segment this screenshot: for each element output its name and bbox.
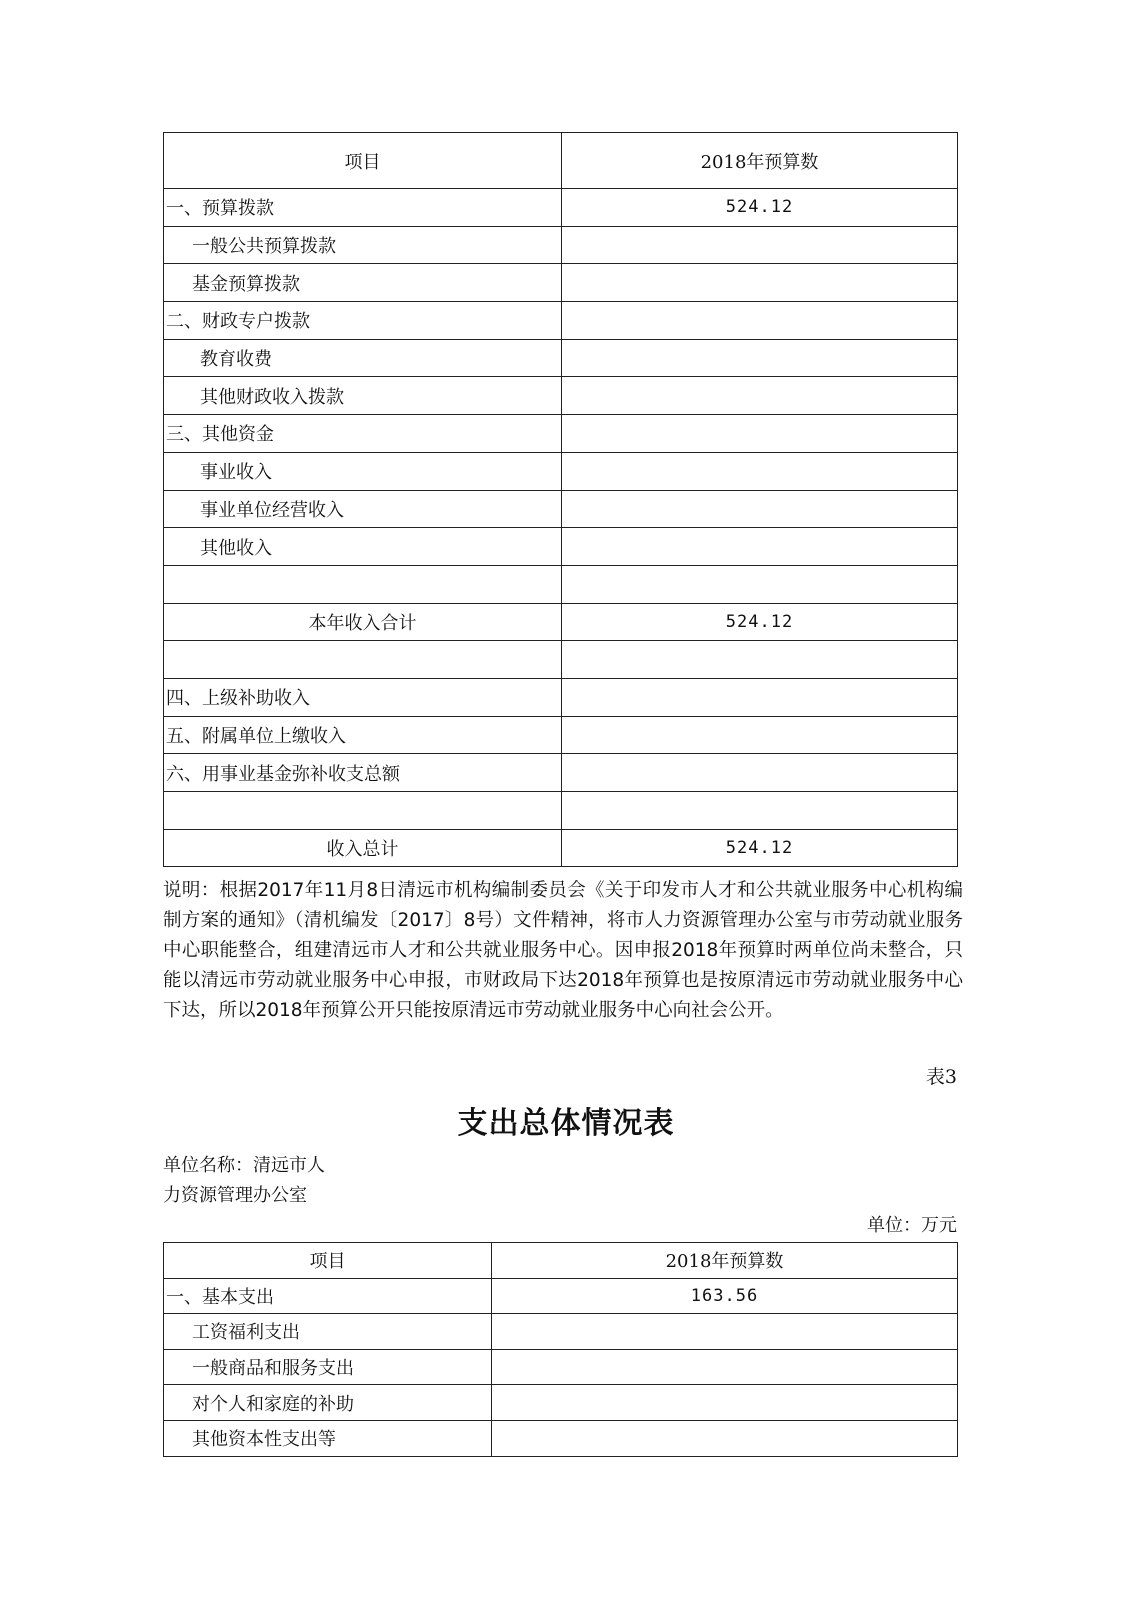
income-table-row-label: 收入总计	[164, 829, 562, 867]
income-table-row-label: 四、上级补助收入	[164, 678, 562, 716]
page-title: 支出总体情况表	[457, 1106, 675, 1141]
income-table-row-value	[562, 452, 958, 490]
income-table-row-label: 其他收入	[164, 528, 562, 566]
income-table-row	[164, 603, 958, 641]
income-table-row-value	[562, 678, 958, 716]
income-table-row-label	[164, 565, 562, 603]
explanation-note: 说明：根据2017年11月8日清远市机构编制委员会《关于印发市人才和公共就业服务中心机构编制方案的通知》（清机编发〔2017〕8号）文件精神，将市人力资源管理办公室与市劳动就业服务中心职能整合，组建清远市人才和公共就业服务中心。因申报2018年预算时两单位尚未整合，只能以清远市劳动就业服务中心申报，市财政局下达2018年预算也是按原清远市劳动就业服务中心下达，所以2018年预算公开只能按原清远市劳动就业服务中心向社会公开。	[163, 880, 963, 1021]
income-table-row	[164, 302, 958, 340]
income-table-body	[164, 133, 958, 867]
unit-name: 单位名称：清远市人力资源管理办公室	[163, 1155, 325, 1206]
income-table-row-value: 524.12	[562, 603, 958, 641]
income-table-row-value	[562, 528, 958, 566]
income-table-row-value	[562, 377, 958, 415]
income-table-row-label: 三、其他资金	[164, 415, 562, 453]
income-table-row-label: 六、用事业基金弥补收支总额	[164, 754, 562, 792]
income-table-row-value: 524.12	[562, 829, 958, 867]
income-header-item: 项目	[164, 133, 562, 189]
income-table-row-value	[562, 264, 958, 302]
income-table-row	[164, 490, 958, 528]
income-table-row	[164, 415, 958, 453]
income-table-row	[164, 829, 958, 867]
income-table-row	[164, 226, 958, 264]
income-table-row-value	[562, 792, 958, 830]
expenditure-table-row-value	[492, 1420, 958, 1456]
expenditure-table-row-label: 对个人和家庭的补助	[164, 1385, 492, 1421]
income-table-row-label: 事业收入	[164, 452, 562, 490]
income-table-row-label: 本年收入合计	[164, 603, 562, 641]
expenditure-header-value: 2018年预算数	[492, 1243, 958, 1279]
income-table-row-value	[562, 302, 958, 340]
expenditure-table-row-label: 其他资本性支出等	[164, 1420, 492, 1456]
income-table-row-value	[562, 641, 958, 679]
income-table-row	[164, 641, 958, 679]
income-table-row-label: 五、附属单位上缴收入	[164, 716, 562, 754]
income-table-row-label: 二、财政专户拨款	[164, 302, 562, 340]
expenditure-table-row	[164, 1278, 958, 1314]
expenditure-table-row-value	[492, 1314, 958, 1350]
expenditure-header-item: 项目	[164, 1243, 492, 1279]
income-table-row-value	[562, 754, 958, 792]
income-table-row	[164, 377, 958, 415]
expenditure-table-row-value	[492, 1385, 958, 1421]
income-table-row	[164, 754, 958, 792]
expenditure-table-row-value	[492, 1349, 958, 1385]
expenditure-table-header-row	[164, 1243, 958, 1279]
income-table-row-value: 524.12	[562, 189, 958, 227]
expenditure-table-row	[164, 1314, 958, 1350]
income-table-row-label	[164, 641, 562, 679]
income-table-row-label: 基金预算拨款	[164, 264, 562, 302]
income-table-row	[164, 189, 958, 227]
income-table-row	[164, 264, 958, 302]
income-table-row	[164, 528, 958, 566]
income-table-row-label: 一般公共预算拨款	[164, 226, 562, 264]
expenditure-table-row	[164, 1420, 958, 1456]
income-table-row-value	[562, 415, 958, 453]
income-table-row-value	[562, 490, 958, 528]
income-table-row-value	[562, 716, 958, 754]
expenditure-table-row-label: 工资福利支出	[164, 1314, 492, 1350]
income-table-row	[164, 565, 958, 603]
income-table-row-value	[562, 339, 958, 377]
income-table-row	[164, 678, 958, 716]
expenditure-table-row-label: 一、基本支出	[164, 1278, 492, 1314]
expenditure-table-body	[164, 1243, 958, 1457]
unit-label: 单位：万元	[867, 1215, 957, 1236]
income-table-row-value	[562, 565, 958, 603]
income-table-row-label: 事业单位经营收入	[164, 490, 562, 528]
expenditure-table	[163, 1242, 958, 1457]
expenditure-table-row-label: 一般商品和服务支出	[164, 1349, 492, 1385]
income-table-row-label	[164, 792, 562, 830]
income-table-row	[164, 452, 958, 490]
income-table-header-row	[164, 133, 958, 189]
income-table-row	[164, 339, 958, 377]
income-table-row-label: 其他财政收入拨款	[164, 377, 562, 415]
income-table-row-label: 一、预算拨款	[164, 189, 562, 227]
income-table-row	[164, 792, 958, 830]
income-table-row-value	[562, 226, 958, 264]
income-table-row-label: 教育收费	[164, 339, 562, 377]
expenditure-table-row	[164, 1349, 958, 1385]
table-number: 表3	[925, 1066, 957, 1088]
expenditure-table-row	[164, 1385, 958, 1421]
expenditure-table-row-value: 163.56	[492, 1278, 958, 1314]
income-table	[163, 132, 958, 867]
income-table-row	[164, 716, 958, 754]
income-header-value: 2018年预算数	[562, 133, 958, 189]
